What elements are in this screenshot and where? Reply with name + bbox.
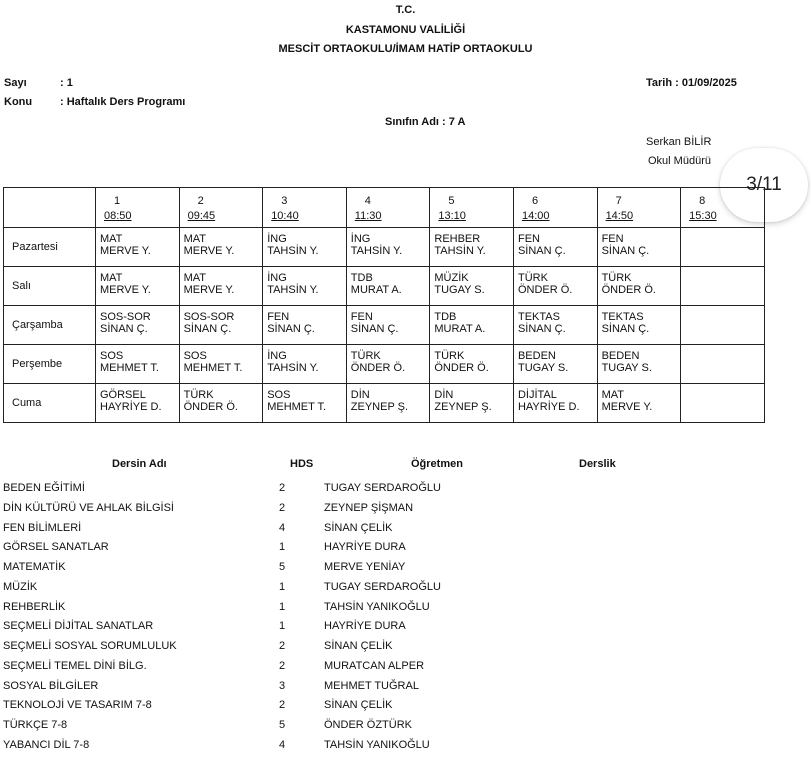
lesson-cell — [430, 267, 514, 306]
lesson-cell — [681, 345, 765, 384]
lesson-subject: GÖRSEL — [100, 389, 146, 401]
signer-title: Okul Müdürü — [648, 155, 711, 167]
lesson-cell — [179, 384, 263, 423]
lesson-teacher: MERVE Y. — [183, 245, 235, 257]
legend-row — [0, 680, 811, 700]
lesson-cell — [513, 384, 597, 423]
schedule-header-row — [4, 188, 765, 228]
lesson-teacher: TAHSİN Y. — [350, 245, 403, 257]
lesson-cell — [681, 228, 765, 267]
lesson-teacher: ZEYNEP Ş. — [434, 401, 492, 413]
schedule-row — [4, 345, 765, 384]
legend-teacher: TUGAY SERDAROĞLU — [324, 482, 441, 494]
lesson-subject: REHBER — [434, 233, 481, 245]
lesson-teacher: TAHSİN Y. — [267, 284, 319, 296]
sayi-label: Sayı — [4, 77, 27, 89]
lesson-cell — [681, 306, 765, 345]
lesson-subject: MAT — [183, 272, 206, 284]
legend-row — [0, 561, 811, 581]
lesson-cell — [597, 267, 681, 306]
legend-course: GÖRSEL SANATLAR — [3, 541, 109, 554]
lesson-teacher: SİNAN Ç. — [267, 323, 315, 335]
period-time: 14:00 — [521, 210, 550, 222]
lesson-subject: DİN — [350, 389, 370, 401]
legend-course: FEN BİLİMLERİ — [3, 521, 82, 534]
legend-teacher: TAHSİN YANIKOĞLU — [324, 600, 430, 613]
legend-hours: 1 — [279, 600, 286, 613]
legend-hours: 1 — [279, 620, 286, 633]
lesson-subject: BEDEN — [601, 350, 640, 362]
period-number: 6 — [531, 195, 539, 207]
lesson-subject: İNG — [267, 272, 287, 284]
lesson-subject: MAT — [100, 272, 123, 284]
legend-course: DİN KÜLTÜRÜ VE AHLAK BİLGİSİ — [3, 501, 174, 514]
lesson-cell — [597, 384, 681, 423]
legend-row — [0, 719, 811, 739]
legend-teacher: SİNAN ÇELİK — [324, 699, 393, 712]
lesson-cell — [346, 228, 430, 267]
lesson-teacher: SİNAN Ç. — [350, 323, 399, 335]
lesson-subject: TEKTAS — [517, 311, 560, 323]
lesson-cell — [96, 228, 180, 267]
lesson-subject: TDB — [350, 272, 373, 284]
period-number: 1 — [114, 195, 121, 207]
schedule-row — [4, 267, 765, 306]
lesson-teacher: SİNAN Ç. — [183, 323, 232, 335]
class-name: Sınıfın Adı : 7 A — [385, 116, 466, 128]
day-label: Perşembe — [4, 345, 96, 384]
lesson-subject: İNG — [350, 233, 371, 245]
lesson-cell — [96, 345, 180, 384]
period-header-4 — [346, 188, 430, 228]
lesson-teacher: TUGAY S. — [601, 362, 652, 374]
lesson-cell — [96, 267, 180, 306]
legend-hours: 4 — [279, 521, 286, 534]
lesson-subject: MAT — [100, 233, 123, 245]
legend-teacher: MURATCAN ALPER — [324, 659, 425, 672]
period-header-3 — [263, 188, 347, 228]
lesson-teacher: SİNAN Ç. — [601, 323, 650, 335]
lesson-cell — [179, 345, 263, 384]
legend-row — [0, 541, 811, 561]
lesson-teacher: TAHSİN Y. — [267, 362, 319, 374]
lesson-cell — [96, 384, 180, 423]
lesson-teacher: SİNAN Ç. — [601, 245, 650, 257]
legend-hours: 4 — [279, 738, 286, 751]
lesson-subject: SOS — [100, 350, 124, 362]
lesson-cell — [263, 345, 347, 384]
lesson-subject: TÜRK — [601, 272, 632, 284]
corner-cell — [4, 188, 96, 228]
lesson-cell — [96, 306, 180, 345]
period-time: 11:30 — [354, 210, 382, 222]
period-time: 13:10 — [438, 210, 466, 222]
lesson-cell — [346, 306, 430, 345]
legend-row — [0, 482, 811, 502]
lesson-cell — [597, 345, 681, 384]
lesson-subject: TÜRK — [517, 272, 548, 284]
lesson-subject: TÜRK — [350, 350, 381, 362]
lesson-cell — [513, 345, 597, 384]
schedule-row — [4, 384, 765, 423]
lesson-subject: MAT — [183, 233, 206, 245]
day-label: Çarşamba — [4, 306, 96, 345]
lesson-cell — [513, 267, 597, 306]
period-time: 15:30 — [689, 210, 717, 222]
lesson-cell — [179, 306, 263, 345]
header-governorship: KASTAMONU VALİLİĞİ — [345, 24, 466, 36]
day-label: Cuma — [4, 384, 96, 423]
lesson-teacher: HAYRİYE D. — [100, 401, 162, 413]
legend-course: TÜRKÇE 7-8 — [3, 719, 68, 731]
period-time: 10:40 — [271, 210, 299, 222]
lesson-cell — [681, 384, 765, 423]
lesson-teacher: ÖNDER Ö. — [350, 362, 406, 374]
lesson-cell — [346, 267, 430, 306]
lesson-subject: MAT — [601, 389, 624, 401]
konu-label: Konu — [4, 96, 33, 108]
legend-header-course: Dersin Adı — [112, 458, 167, 470]
lesson-subject: FEN — [601, 233, 624, 245]
legend-teacher: SİNAN ÇELİK — [324, 640, 393, 652]
lesson-cell — [430, 228, 514, 267]
lesson-cell — [263, 267, 347, 306]
lesson-subject: SOS-SOR — [183, 311, 235, 323]
legend-hours: 1 — [279, 580, 286, 593]
lesson-teacher: TUGAY S. — [434, 284, 485, 296]
legend-hours: 2 — [279, 699, 286, 712]
legend-row — [0, 739, 811, 759]
lesson-subject: İNG — [267, 350, 287, 362]
sayi-value: : 1 — [60, 77, 73, 89]
lesson-teacher: MERVE Y. — [183, 284, 235, 296]
lesson-subject: SOS — [267, 389, 291, 401]
lesson-teacher: SİNAN Ç. — [100, 323, 148, 335]
period-number: 2 — [197, 195, 204, 207]
legend-header-row — [0, 458, 811, 478]
lesson-subject: SOS — [183, 350, 207, 362]
legend-header-teacher: Öğretmen — [411, 458, 463, 470]
legend-hours: 2 — [279, 640, 286, 652]
legend-hours: 3 — [279, 679, 286, 692]
lesson-cell — [179, 228, 263, 267]
lesson-teacher: ZEYNEP Ş. — [350, 401, 409, 413]
period-time: 09:45 — [187, 210, 216, 222]
day-label: Salı — [4, 267, 96, 306]
day-label: Pazartesi — [4, 228, 96, 267]
konu-value: : Haftalık Ders Programı — [60, 96, 186, 108]
lesson-teacher: MEHMET T. — [100, 362, 159, 374]
lesson-teacher: MERVE Y. — [100, 245, 151, 257]
period-number: 5 — [448, 195, 455, 207]
legend-course: TEKNOLOJİ VE TASARIM 7-8 — [3, 699, 152, 712]
period-number: 3 — [281, 195, 288, 207]
legend-hours: 5 — [279, 719, 286, 731]
lesson-cell — [263, 384, 347, 423]
period-header-2 — [179, 188, 263, 228]
lesson-subject: DİN — [434, 389, 454, 401]
lesson-teacher: TUGAY S. — [517, 362, 569, 374]
legend-course: MATEMATİK — [3, 561, 66, 573]
lesson-cell — [263, 306, 347, 345]
legend-row — [0, 601, 811, 621]
lesson-subject: TEKTAS — [601, 311, 644, 323]
lesson-subject: DİJİTAL — [517, 389, 557, 401]
legend-row — [0, 640, 811, 660]
legend-course: MÜZİK — [3, 580, 38, 593]
signer-name: Serkan BİLİR — [646, 136, 712, 148]
lesson-cell — [346, 345, 430, 384]
lesson-subject: MÜZİK — [434, 272, 469, 284]
period-header-8 — [681, 188, 765, 228]
lesson-teacher: SİNAN Ç. — [517, 323, 566, 335]
legend-course: YABANCI DİL 7-8 — [3, 738, 90, 751]
schedule-table — [3, 187, 765, 423]
period-number: 7 — [615, 195, 622, 207]
header-tc: T.C. — [395, 4, 416, 16]
lesson-teacher: ÖNDER Ö. — [601, 284, 656, 296]
legend-hours: 2 — [279, 659, 286, 672]
period-header-6 — [513, 188, 597, 228]
lesson-cell — [597, 306, 681, 345]
legend-teacher: SİNAN ÇELİK — [324, 521, 393, 534]
legend-row — [0, 660, 811, 680]
legend-course: BEDEN EĞİTİMİ — [3, 482, 85, 494]
legend-row — [0, 581, 811, 601]
date-field: Tarih : 01/09/2025 — [646, 77, 737, 89]
lesson-teacher: MEHMET T. — [267, 401, 327, 413]
legend-course: SEÇMELİ DİJİTAL SANATLAR — [3, 620, 154, 633]
legend-course: SEÇMELİ SOSYAL SORUMLULUK — [3, 640, 177, 652]
lesson-teacher: MERVE Y. — [601, 401, 653, 413]
legend-teacher: TUGAY SERDAROĞLU — [324, 580, 441, 593]
legend-teacher: HAYRİYE DURA — [324, 620, 406, 633]
lesson-teacher: MURAT A. — [434, 323, 486, 335]
legend-teacher: ÖNDER ÖZTÜRK — [324, 719, 412, 731]
legend-hours: 2 — [279, 501, 286, 514]
legend-row — [0, 502, 811, 522]
legend-teacher: MEHMET TUĞRAL — [324, 679, 419, 692]
lesson-subject: FEN — [267, 311, 290, 323]
lesson-cell — [263, 228, 347, 267]
lesson-subject: SOS-SOR — [100, 311, 151, 323]
lesson-cell — [430, 384, 514, 423]
legend-course: REHBERLİK — [3, 600, 66, 613]
legend-row — [0, 620, 811, 640]
period-number: 8 — [699, 195, 706, 207]
lesson-cell — [513, 228, 597, 267]
lesson-subject: İNG — [267, 233, 287, 245]
schedule-row — [4, 306, 765, 345]
lesson-teacher: MERVE Y. — [100, 284, 151, 296]
lesson-teacher: TAHSİN Y. — [434, 245, 486, 257]
lesson-subject: TÜRK — [183, 389, 214, 401]
legend-teacher: MERVE YENİAY — [324, 561, 406, 573]
lesson-teacher: MEHMET T. — [183, 362, 243, 374]
period-header-7 — [597, 188, 681, 228]
lesson-teacher: ÖNDER Ö. — [183, 401, 238, 413]
lesson-subject: TDB — [434, 311, 457, 323]
page-indicator-text: 3/11 — [746, 174, 782, 195]
period-time: 08:50 — [104, 210, 132, 222]
lesson-teacher: ÖNDER Ö. — [434, 362, 489, 374]
legend-row — [0, 699, 811, 719]
lesson-teacher: SİNAN Ç. — [517, 245, 566, 257]
lesson-teacher: HAYRİYE D. — [517, 401, 580, 413]
legend-hours: 2 — [279, 482, 286, 494]
lesson-teacher: TAHSİN Y. — [267, 245, 319, 257]
header-school-name: MESCİT ORTAOKULU/İMAM HATİP ORTAOKULU — [278, 43, 533, 55]
legend-hours: 1 — [279, 541, 286, 554]
lesson-teacher: MURAT A. — [350, 284, 402, 296]
legend-header-room: Derslik — [579, 458, 616, 470]
period-header-5 — [430, 188, 514, 228]
lesson-cell — [597, 228, 681, 267]
lesson-subject: TÜRK — [434, 350, 465, 362]
legend-teacher: HAYRİYE DURA — [324, 541, 406, 554]
lesson-teacher: ÖNDER Ö. — [517, 284, 573, 296]
legend-course: SEÇMELİ TEMEL DİNİ BİLG. — [3, 659, 147, 672]
period-number: 4 — [364, 195, 371, 207]
lesson-subject: FEN — [350, 311, 373, 323]
lesson-cell — [681, 267, 765, 306]
legend-teacher: ZEYNEP ŞİŞMAN — [324, 501, 414, 514]
lesson-cell — [430, 306, 514, 345]
legend-header-hours: HDS — [290, 458, 314, 470]
legend-teacher: TAHSİN YANIKOĞLU — [324, 738, 430, 751]
lesson-cell — [179, 267, 263, 306]
period-time: 14:50 — [605, 210, 634, 222]
lesson-subject: BEDEN — [517, 350, 556, 362]
lesson-cell — [430, 345, 514, 384]
lesson-cell — [513, 306, 597, 345]
legend-course: SOSYAL BİLGİLER — [3, 679, 99, 692]
lesson-subject: FEN — [517, 233, 540, 245]
schedule-row — [4, 228, 765, 267]
legend-row — [0, 522, 811, 542]
lesson-cell — [346, 384, 430, 423]
period-header-1 — [96, 188, 180, 228]
legend-hours: 5 — [279, 561, 286, 573]
